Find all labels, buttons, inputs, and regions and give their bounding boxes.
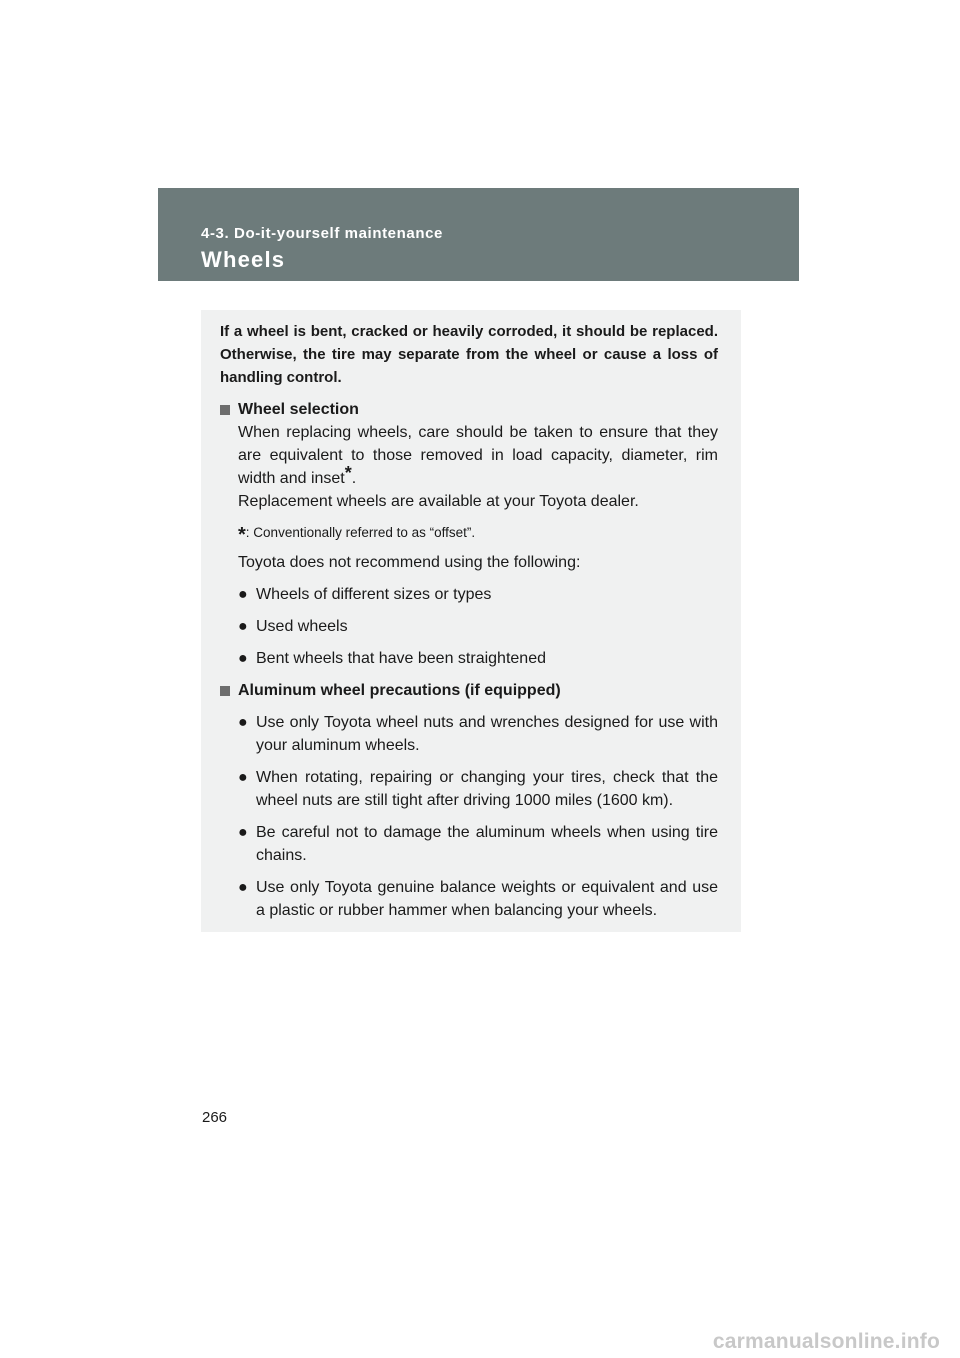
list-item <box>238 583 718 606</box>
footnote-text: : Conventionally referred to as “offset”. <box>245 525 476 540</box>
list-item <box>238 711 718 757</box>
section-label: 4-3. Do-it-yourself maintenance <box>201 225 443 242</box>
footnote-star: * <box>238 524 246 546</box>
page-title: Wheels <box>201 247 286 272</box>
list-item-text: Used wheels <box>256 618 348 635</box>
list-item <box>238 615 718 638</box>
list-item <box>238 647 718 670</box>
filled-circle-icon: ● <box>238 650 248 667</box>
square-bullet-icon <box>220 405 230 415</box>
page-number: 266 <box>202 1109 228 1126</box>
recommend-intro: Toyota does not recommend using the following: <box>238 554 581 571</box>
filled-circle-icon: ● <box>238 586 248 603</box>
watermark: carmanualsonline.info <box>712 1330 940 1353</box>
wheel-selection-heading <box>220 398 718 421</box>
filled-circle-icon: ● <box>238 618 248 635</box>
footnote <box>238 523 718 545</box>
square-bullet-icon <box>220 686 230 696</box>
filled-circle-icon: ● <box>238 824 248 841</box>
wheel-selection-paragraph <box>238 421 718 490</box>
list-item-text: Be careful not to damage the aluminum wheels when using tire chains. <box>256 824 718 864</box>
wheel-selection-paragraph-text: When replacing wheels, care should be taken to ensure that they are equivalent to those removed in load capacity, diameter, rim width and inset <box>238 424 718 487</box>
filled-circle-icon: ● <box>238 879 248 896</box>
paragraph-period: . <box>351 470 357 487</box>
dealer-paragraph: Replacement wheels are available at your Toyota dealer. <box>238 493 639 510</box>
footnote-marker: * <box>344 463 352 483</box>
aluminum-heading <box>220 679 718 702</box>
list-item-text: Use only Toyota wheel nuts and wrenches designed for use with your aluminum wheels. <box>256 714 718 754</box>
list-item-text: When rotating, repairing or changing your tires, check that the wheel nuts are still tight after driving 1000 miles (1600 km). <box>256 769 718 809</box>
filled-circle-icon: ● <box>238 769 248 786</box>
list-item-text: Bent wheels that have been straightened <box>256 650 546 667</box>
list-item <box>238 876 718 922</box>
list-item <box>238 766 718 812</box>
header-band <box>158 188 799 281</box>
list-item <box>238 821 718 867</box>
aluminum-heading-label: Aluminum wheel precautions (if equipped) <box>238 682 561 699</box>
content-box <box>201 310 741 932</box>
list-item-text: Use only Toyota genuine balance weights or equivalent and use a plastic or rubber hammer when balancing your wheels. <box>256 879 718 919</box>
list-item-text: Wheels of different sizes or types <box>256 586 492 603</box>
filled-circle-icon: ● <box>238 714 248 731</box>
intro-text: If a wheel is bent, cracked or heavily corroded, it should be replaced. Otherwise, the tire may separate from the wheel or cause a loss of handling control. <box>220 323 718 386</box>
wheel-selection-heading-label: Wheel selection <box>238 401 359 418</box>
